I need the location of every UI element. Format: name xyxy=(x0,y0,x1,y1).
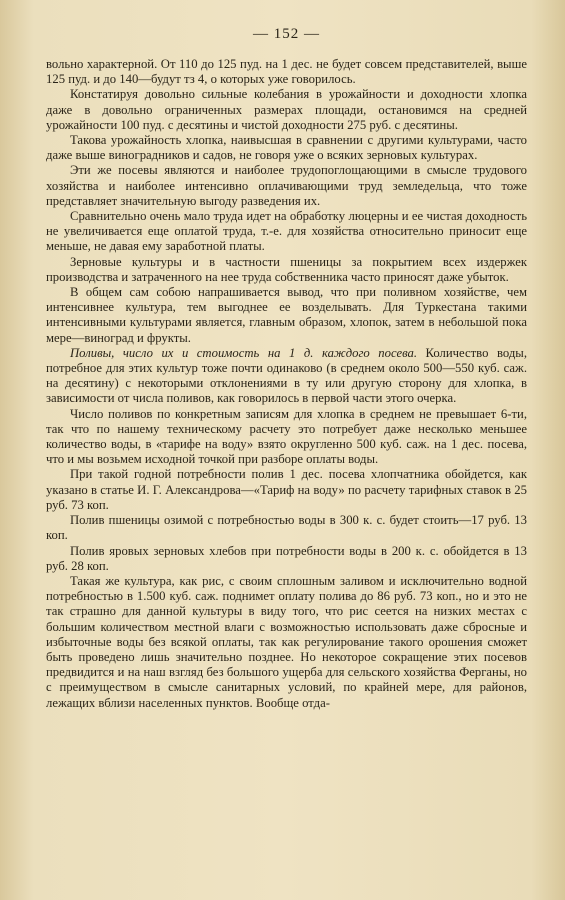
paragraph-text: Полив яровых зерновых хлебов при потребности воды в 200 к. с. обойдется в 13 руб. 28 коп. xyxy=(46,543,527,573)
page-number: — 152 — xyxy=(253,26,320,42)
paragraph-text: Количество воды, потребное для этих культур тоже почти одинаково (в среднем около 500—550 куб. саж. на десятину) с некоторыми отклонениями в ту или другую сторону для хлопка, в зависимости от числа поливов, как говорилось в первой части этого очерка. xyxy=(46,345,527,406)
paragraph xyxy=(46,133,527,163)
paragraph xyxy=(46,346,527,407)
paragraph-text: Зерновые культуры и в частности пшеницы за покрытием всех издержек производства и затраченного на нее труда собственника часто приносят даже убыток. xyxy=(46,254,527,284)
paragraph xyxy=(46,544,527,574)
body-text xyxy=(46,57,527,711)
paragraph xyxy=(46,163,527,209)
paragraph xyxy=(46,407,527,468)
paragraph-text: Полив пшеницы озимой с потребностью воды в 300 к. с. будет стоить—17 руб. 13 коп. xyxy=(46,513,527,543)
paragraph-text: Эти же посевы являются и наиболее трудопоглощающими в смысле трудового хозяйства и наиболее интенсивно оплачивающими труд земледельца, что тоже представляет значительную выгоду разведения их. xyxy=(46,163,527,208)
paragraph-text: Сравнительно очень мало труда идет на обработку люцерны и ее чистая доходность не увеличивается еще оплатой труда, т.-е. для хозяйства относительно приносит еще меньше, не давая ему заработной платы. xyxy=(46,209,527,254)
paragraph-text: Такая же культура, как рис, с своим сплошным заливом и исключительно водной потребностью в 1.500 куб. саж. поднимет оплату полива до 86 руб. 73 коп., но и это не так страшно для данной культуры в виду того, что рис сеется на низких местах с большим количеством местной влаги с возможностью использовать даже сбросные и избыточные воды без всякой оплаты, так как регулирование такого орошения сможет быть проведено лишь значительно позднее. Но некоторое сокращение этих посевов предвидится и на наш взгляд без большого ущерба для сельского хозяйства Ферганы, но с преимуществом в смысле санитарных условий, по крайней мере, для районов, лежащих вблизи населенных пунктов. Вообще отда- xyxy=(46,573,527,710)
paragraph-text: Такова урожайность хлопка, наивысшая в сравнении с другими культурами, часто даже выше виноградников и садов, не говоря уже о всяких зерновых культурах. xyxy=(46,133,527,163)
paragraph xyxy=(46,209,527,255)
paragraph xyxy=(46,87,527,133)
paragraph xyxy=(46,255,527,285)
paragraph xyxy=(46,467,527,513)
paragraph xyxy=(46,57,527,87)
paragraph-text: Число поливов по конкретным записям для хлопка в среднем не превышает 6-ти, так что по нашему техническому расчету это потребует даже несколько меньшее количество воды, в «тарифе на воду» взято округленно 500 куб. саж. на 1 дес. посева, что и мы возьмем исходной точкой при разборе оплаты воды. xyxy=(46,406,527,467)
paragraph xyxy=(46,574,527,711)
paragraph-text: В общем сам собою напрашивается вывод, что при поливном хозяйстве, чем интенсивнее культура, тем выгоднее ее возделывать. Для Туркестана такими интенсивными культурами является, главным образом, хлопок, затем в небольшой пока мере—виноград и фрукты. xyxy=(46,285,527,345)
paragraph-text: Констатируя довольно сильные колебания в урожайности и доходности хлопка даже в довольно ограниченных размерах площади, остановимся на средней урожайности 100 пуд. с десятины и чистой доходности 275 руб. с десятины. xyxy=(46,87,527,132)
paragraph xyxy=(46,285,527,346)
paragraph xyxy=(46,513,527,543)
paragraph-text: вольно характерной. От 110 до 125 пуд. на 1 дес. не будет совсем представителей, выше 125 пуд. и до 140—будут тз 4, о которых уже говорилось. xyxy=(46,57,527,87)
paragraph-text: При такой годной потребности полив 1 дес. посева хлопчатника обойдется, как указано в статье И. Г. Александрова—«Тариф на воду» по расчету тарифных ставок в 25 руб. 73 коп. xyxy=(46,467,527,512)
section-run-in-heading: Поливы, число их и стоимость на 1 д. каждого посева. xyxy=(70,345,418,360)
